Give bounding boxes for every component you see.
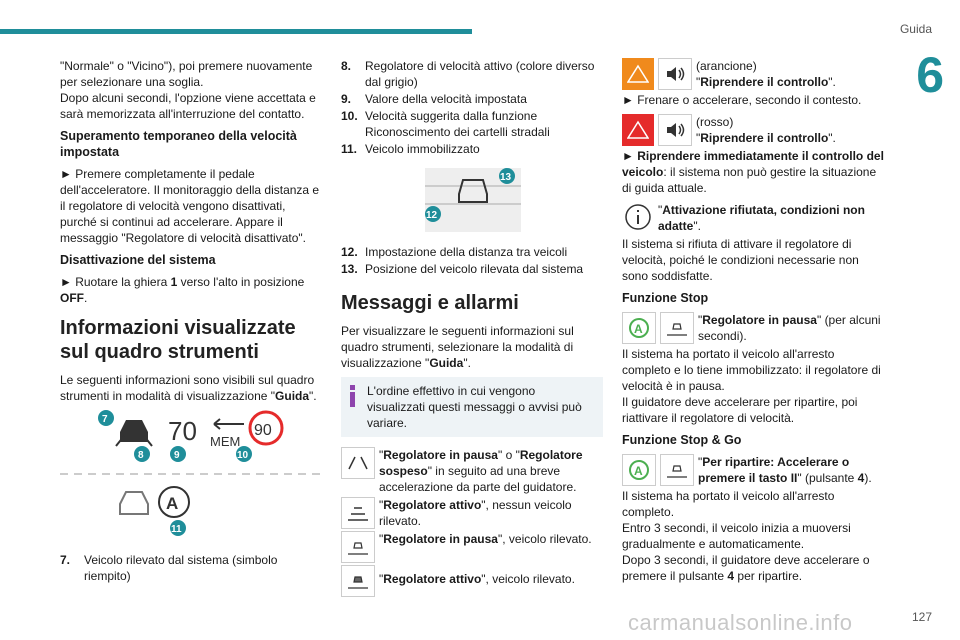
svg-text:12: 12 bbox=[426, 210, 438, 221]
chapter-number: 6 bbox=[916, 47, 944, 103]
message-row: "Regolatore attivo", nessun veicolo rilevato. bbox=[341, 497, 603, 529]
vehicle-icon bbox=[116, 420, 152, 446]
info-circle-icon bbox=[622, 202, 654, 232]
svg-text:90: 90 bbox=[254, 422, 272, 439]
svg-text:A: A bbox=[634, 464, 643, 478]
column-3 bbox=[622, 58, 884, 584]
header-bar bbox=[0, 29, 472, 34]
watermark: carmanualsonline.info bbox=[628, 610, 853, 635]
subheading-stop: Funzione Stop bbox=[622, 291, 709, 305]
stopgo-row: A "Per ripartire: Accelerare o premere il tasto II" (pulsante 4). bbox=[622, 454, 884, 486]
list-item: 13. Posizione del veicolo rilevata dal sistema bbox=[341, 262, 584, 276]
warning-red-icon bbox=[622, 114, 654, 146]
list-item: 9. Valore della velocità impostata bbox=[341, 92, 527, 106]
paragraph: ► Premere completamente il pedale dell'acceleratore. Il monitoraggio della distanza e il regolatore di velocità vengono disattivati, purché si continui ad accelerare. Appare il messaggio "Regolatore di velocità disattivato". bbox=[60, 167, 320, 245]
subheading-deactivation: Disattivazione del sistema bbox=[60, 253, 216, 267]
section-label: Guida bbox=[899, 22, 932, 36]
svg-text:MEM: MEM bbox=[210, 434, 241, 449]
info-text: L'ordine effettivo in cui vengono visualizzati questi messaggi o avvisi può variare. bbox=[367, 384, 582, 430]
list-item: 10. Velocità suggerita dalla funzione Riconoscimento dei cartelli stradali bbox=[341, 109, 550, 139]
svg-text:7: 7 bbox=[102, 414, 108, 425]
lane-active-icon bbox=[341, 497, 375, 529]
cruise-display-figure bbox=[60, 410, 322, 546]
paragraph: ► Frenare o accelerare, secondo il contesto. bbox=[622, 93, 862, 107]
paragraph: Dopo alcuni secondi, l'opzione viene accettata e sarà memorizzata all'interruzione del contatto. bbox=[60, 91, 316, 121]
set-speed-text: 70 bbox=[168, 416, 197, 446]
distance-figure bbox=[341, 158, 603, 240]
vehicle-active-icon bbox=[341, 565, 375, 597]
legend-list bbox=[341, 58, 603, 157]
paragraph: Il sistema ha portato il veicolo all'arresto completo. bbox=[622, 489, 835, 519]
paragraph: Il guidatore deve accelerare per ripartire, poi riattivare il regolatore di velocità. bbox=[622, 395, 858, 425]
vehicle-paused-icon bbox=[341, 531, 375, 563]
svg-text:A: A bbox=[166, 494, 179, 513]
vehicle-paused-icon bbox=[660, 454, 694, 486]
legend-list bbox=[341, 244, 603, 277]
list-item: 11. Veicolo immobilizzato bbox=[341, 142, 480, 156]
list-item: 12. Impostazione della distanza tra veicoli bbox=[341, 245, 568, 259]
info-row: "Attivazione rifiutata, condizioni non adatte". bbox=[622, 202, 884, 234]
list-item: 7. Veicolo rilevato dal sistema (simbolo riempito) bbox=[60, 553, 278, 583]
warning-orange-icon bbox=[622, 58, 654, 90]
message-row: "Regolatore in pausa", veicolo rilevato. bbox=[341, 531, 603, 563]
list-item: 8. Regolatore di velocità attivo (colore diverso dal grigio) bbox=[341, 59, 595, 89]
sound-icon bbox=[658, 58, 692, 90]
message-row: "Regolatore in pausa" o "Regolatore sospeso" in seguito ad una breve accelerazione da parte del guidatore. bbox=[341, 447, 603, 495]
paragraph: Le seguenti informazioni sono visibili sul quadro strumenti in modalità di visualizzazione "Guida". bbox=[60, 373, 317, 403]
mem-indicator bbox=[210, 419, 244, 449]
paragraph: "Normale" o "Vicino"), poi premere nuovamente per selezionare una soglia. bbox=[60, 59, 313, 89]
section-heading: Messaggi e allarmi bbox=[341, 292, 519, 314]
dashboard-diagram bbox=[60, 410, 322, 546]
sound-icon bbox=[658, 114, 692, 146]
column-1 bbox=[60, 58, 322, 585]
paragraph: ► Ruotare la ghiera 1 verso l'alto in posizione OFF. bbox=[60, 275, 305, 305]
svg-text:13: 13 bbox=[500, 172, 512, 183]
stop-row: A "Regolatore in pausa" (per alcuni secondi). bbox=[622, 312, 884, 344]
info-icon bbox=[349, 385, 355, 407]
section-heading: Informazioni visualizzate sul quadro strumenti bbox=[60, 317, 296, 363]
svg-text:A: A bbox=[634, 322, 643, 336]
distance-diagram bbox=[341, 158, 603, 240]
paragraph: Per visualizzare le seguenti informazioni sul quadro strumenti, selezionare la modalità di visualizzazione "Guida". bbox=[341, 324, 574, 370]
column-2 bbox=[341, 58, 603, 599]
subheading-override: Superamento temporaneo della velocità impostata bbox=[60, 129, 297, 159]
message-row: "Regolatore attivo", veicolo rilevato. bbox=[341, 565, 603, 597]
paragraph: Il sistema si rifiuta di attivare il regolatore di velocità, poiché le condizioni necessarie non sono soddisfatte. bbox=[622, 237, 859, 283]
svg-text:11: 11 bbox=[171, 524, 182, 535]
paragraph: Entro 3 secondi, il veicolo inizia a muoversi gradualmente e automaticamente. bbox=[622, 521, 851, 551]
vehicle-outline-icon bbox=[120, 492, 148, 514]
paragraph: Il sistema ha portato il veicolo all'arresto completo e lo tiene immobilizzato: il regolatore di velocità è in pausa. bbox=[622, 347, 881, 393]
subheading-stopgo: Funzione Stop & Go bbox=[622, 433, 742, 447]
paragraph: ► Riprendere immediatamente il controllo del veicolo: il sistema non può gestire la situazione di guida attuale. bbox=[622, 149, 884, 195]
auto-hold-green-icon bbox=[622, 454, 656, 486]
auto-hold-green-icon bbox=[622, 312, 656, 344]
vehicle-paused-icon bbox=[660, 312, 694, 344]
svg-text:8: 8 bbox=[138, 450, 144, 461]
paragraph: Dopo 3 secondi, il guidatore deve accelerare o premere il pulsante 4 per ripartire. bbox=[622, 553, 870, 583]
warning-row: (arancione) "Riprendere il controllo". bbox=[622, 58, 884, 90]
svg-text:10: 10 bbox=[237, 450, 249, 461]
page-number: 127 bbox=[911, 610, 932, 624]
info-note bbox=[341, 377, 603, 437]
svg-text:9: 9 bbox=[174, 450, 180, 461]
lane-icon bbox=[341, 447, 375, 479]
warning-row: (rosso) "Riprendere il controllo". bbox=[622, 114, 884, 146]
